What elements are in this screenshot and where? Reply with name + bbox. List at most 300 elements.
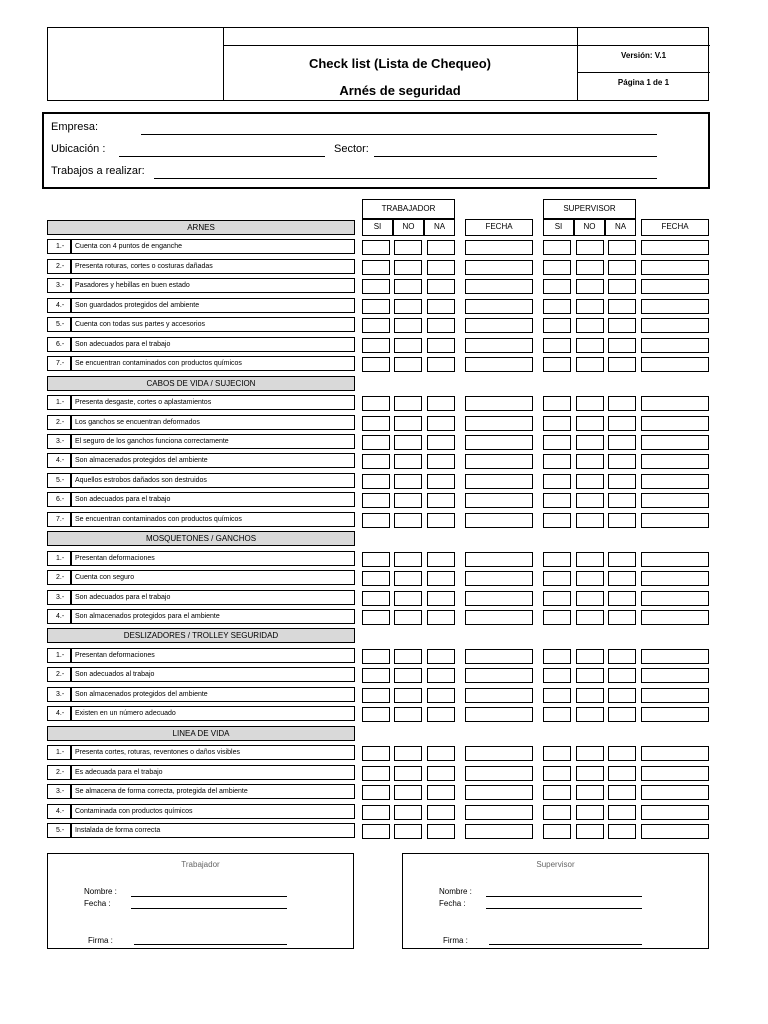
supervisor-no-box[interactable]	[576, 493, 604, 508]
supervisor-fecha-box[interactable]	[641, 766, 709, 781]
supervisor-fecha-box[interactable]	[641, 571, 709, 586]
supervisor-si-header: SI	[543, 219, 574, 236]
trabajador-no-box[interactable]	[394, 318, 422, 333]
item-description: Son almacenados protegidos del ambiente	[71, 687, 355, 702]
supervisor-fecha-box[interactable]	[641, 396, 709, 411]
supervisor-signature-box	[402, 853, 709, 949]
supervisor-fecha-field[interactable]	[486, 908, 642, 909]
item-number: 7.-	[47, 512, 71, 527]
supervisor-si-box[interactable]	[543, 571, 571, 586]
supervisor-no-box[interactable]	[576, 513, 604, 528]
item-description: Los ganchos se encuentran deformados	[71, 415, 355, 430]
trabajador-fecha-box[interactable]	[465, 707, 533, 722]
header-divider-right	[577, 28, 578, 100]
trabajador-no-box[interactable]	[394, 785, 422, 800]
supervisor-si-box[interactable]	[543, 396, 571, 411]
supervisor-no-box[interactable]	[576, 338, 604, 353]
item-description: Son adecuados para el trabajo	[71, 337, 355, 352]
trabajador-fecha-box[interactable]	[465, 357, 533, 372]
supervisor-no-box[interactable]	[576, 824, 604, 839]
trabajador-na-box[interactable]	[427, 746, 455, 761]
trabajador-no-box[interactable]	[394, 435, 422, 450]
section-header: LINEA DE VIDA	[47, 726, 355, 741]
trabajador-no-box[interactable]	[394, 668, 422, 683]
trabajador-no-box[interactable]	[394, 571, 422, 586]
supervisor-firma-field[interactable]	[489, 944, 642, 945]
trabajador-fecha-box[interactable]	[465, 474, 533, 489]
trabajador-si-box[interactable]	[362, 474, 390, 489]
trabajador-no-box[interactable]	[394, 396, 422, 411]
item-description: Se encuentran contaminados con productos químicos	[71, 512, 355, 527]
trabajador-no-box[interactable]	[394, 513, 422, 528]
document-title: Check list (Lista de Chequeo)	[308, 56, 492, 71]
item-description: Cuenta con seguro	[71, 570, 355, 585]
trabajador-na-box[interactable]	[427, 688, 455, 703]
supervisor-si-box[interactable]	[543, 649, 571, 664]
supervisor-fecha-box[interactable]	[641, 260, 709, 275]
document-subtitle: Arnés de seguridad	[339, 83, 461, 98]
supervisor-fecha-header: FECHA	[641, 219, 709, 236]
trabajador-na-box[interactable]	[427, 805, 455, 820]
supervisor-fecha-box[interactable]	[641, 240, 709, 255]
supervisor-fecha-box[interactable]	[641, 688, 709, 703]
trabajador-si-box[interactable]	[362, 591, 390, 606]
trabajador-fecha-box[interactable]	[465, 746, 533, 761]
supervisor-si-box[interactable]	[543, 299, 571, 314]
supervisor-na-box[interactable]	[608, 707, 636, 722]
supervisor-fecha-box[interactable]	[641, 416, 709, 431]
section-header: MOSQUETONES / GANCHOS	[47, 531, 355, 546]
info-box	[42, 112, 710, 189]
supervisor-na-box[interactable]	[608, 396, 636, 411]
trabajador-si-box[interactable]	[362, 240, 390, 255]
item-number: 4.-	[47, 298, 71, 313]
trabajador-si-box[interactable]	[362, 357, 390, 372]
supervisor-no-box[interactable]	[576, 746, 604, 761]
supervisor-si-box[interactable]	[543, 454, 571, 469]
trabajador-fecha-box[interactable]	[465, 610, 533, 625]
document-header	[47, 27, 709, 101]
trabajador-no-box[interactable]	[394, 766, 422, 781]
item-number: 2.-	[47, 667, 71, 682]
trabajador-fecha-box[interactable]	[465, 649, 533, 664]
trabajador-si-box[interactable]	[362, 746, 390, 761]
supervisor-na-box[interactable]	[608, 279, 636, 294]
trabajador-na-box[interactable]	[427, 279, 455, 294]
trabajador-fecha-box[interactable]	[465, 299, 533, 314]
trabajador-fecha-box[interactable]	[465, 571, 533, 586]
sector-label: Sector:	[334, 143, 369, 155]
supervisor-no-box[interactable]	[576, 766, 604, 781]
trabajador-no-box[interactable]	[394, 649, 422, 664]
trabajador-fecha-box[interactable]	[465, 552, 533, 567]
trabajador-firma-field[interactable]	[134, 944, 287, 945]
trabajador-fecha-box[interactable]	[465, 766, 533, 781]
trabajador-fecha-box[interactable]	[465, 591, 533, 606]
trabajador-si-box[interactable]	[362, 396, 390, 411]
trabajador-na-box[interactable]	[427, 338, 455, 353]
supervisor-na-box[interactable]	[608, 552, 636, 567]
supervisor-na-box[interactable]	[608, 610, 636, 625]
trabajador-na-box[interactable]	[427, 824, 455, 839]
supervisor-no-box[interactable]	[576, 805, 604, 820]
supervisor-na-box[interactable]	[608, 357, 636, 372]
item-description: Pasadores y hebillas en buen estado	[71, 278, 355, 293]
item-number: 7.-	[47, 356, 71, 371]
trabajador-na-box[interactable]	[427, 396, 455, 411]
trabajador-fecha-box[interactable]	[465, 240, 533, 255]
supervisor-na-box[interactable]	[608, 591, 636, 606]
supervisor-si-box[interactable]	[543, 591, 571, 606]
item-description: Presentan deformaciones	[71, 551, 355, 566]
trabajador-na-box[interactable]	[427, 299, 455, 314]
trabajador-no-box[interactable]	[394, 552, 422, 567]
trabajador-fecha-box[interactable]	[465, 688, 533, 703]
supervisor-no-box[interactable]	[576, 279, 604, 294]
trabajos-field[interactable]	[154, 178, 657, 179]
trabajador-na-box[interactable]	[427, 591, 455, 606]
item-description: Cuenta con todas sus partes y accesorios	[71, 317, 355, 332]
trabajador-nombre-field[interactable]	[131, 896, 287, 897]
trabajador-fecha-box[interactable]	[465, 513, 533, 528]
item-description: Se almacena de forma correcta, protegida del ambiente	[71, 784, 355, 799]
trabajador-si-box[interactable]	[362, 610, 390, 625]
trabajador-no-box[interactable]	[394, 260, 422, 275]
trabajador-no-box[interactable]	[394, 824, 422, 839]
supervisor-no-box[interactable]	[576, 416, 604, 431]
supervisor-na-header: NA	[605, 219, 636, 236]
supervisor-firma-label: Firma :	[443, 936, 468, 945]
trabajador-na-box[interactable]	[427, 649, 455, 664]
trabajador-fecha-box[interactable]	[465, 318, 533, 333]
item-number: 1.-	[47, 648, 71, 663]
supervisor-fecha-box[interactable]	[641, 513, 709, 528]
trabajador-no-header: NO	[393, 219, 424, 236]
item-number: 2.-	[47, 415, 71, 430]
item-description: Presenta cortes, roturas, reventones o daños visibles	[71, 745, 355, 760]
trabajador-si-box[interactable]	[362, 260, 390, 275]
supervisor-na-box[interactable]	[608, 766, 636, 781]
supervisor-na-box[interactable]	[608, 260, 636, 275]
trabajador-si-box[interactable]	[362, 707, 390, 722]
supervisor-no-box[interactable]	[576, 571, 604, 586]
trabajador-signature-title: Trabajador	[181, 860, 220, 869]
trabajador-si-box[interactable]	[362, 785, 390, 800]
trabajador-fecha-box[interactable]	[465, 785, 533, 800]
supervisor-no-box[interactable]	[576, 668, 604, 683]
item-number: 3.-	[47, 784, 71, 799]
trabajador-fecha-header: FECHA	[465, 219, 533, 236]
supervisor-na-box[interactable]	[608, 805, 636, 820]
supervisor-fecha-box[interactable]	[641, 746, 709, 761]
trabajador-fecha-box[interactable]	[465, 396, 533, 411]
supervisor-no-box[interactable]	[576, 649, 604, 664]
supervisor-fecha-box[interactable]	[641, 454, 709, 469]
trabajador-si-header: SI	[362, 219, 393, 236]
supervisor-si-box[interactable]	[543, 240, 571, 255]
item-number: 1.-	[47, 745, 71, 760]
trabajos-label: Trabajos a realizar:	[51, 165, 145, 177]
item-description: Contaminada con productos químicos	[71, 804, 355, 819]
item-description: Se encuentran contaminados con productos químicos	[71, 356, 355, 371]
trabajador-fecha-box[interactable]	[465, 338, 533, 353]
trabajador-si-box[interactable]	[362, 805, 390, 820]
trabajador-na-box[interactable]	[427, 610, 455, 625]
trabajador-fecha-box[interactable]	[465, 493, 533, 508]
trabajador-firma-label: Firma :	[88, 936, 113, 945]
trabajador-si-box[interactable]	[362, 493, 390, 508]
supervisor-na-box[interactable]	[608, 824, 636, 839]
supervisor-fecha-box[interactable]	[641, 552, 709, 567]
supervisor-si-box[interactable]	[543, 610, 571, 625]
trabajador-no-box[interactable]	[394, 707, 422, 722]
trabajador-fecha-box[interactable]	[465, 668, 533, 683]
supervisor-si-box[interactable]	[543, 785, 571, 800]
supervisor-na-box[interactable]	[608, 668, 636, 683]
trabajador-na-box[interactable]	[427, 571, 455, 586]
item-number: 3.-	[47, 687, 71, 702]
item-description: Son almacenados protegidos para el ambiente	[71, 609, 355, 624]
item-description: Cuenta con 4 puntos de enganche	[71, 239, 355, 254]
trabajador-signature-box	[47, 853, 354, 949]
supervisor-fecha-box[interactable]	[641, 805, 709, 820]
trabajador-na-box[interactable]	[427, 454, 455, 469]
supervisor-si-box[interactable]	[543, 688, 571, 703]
supervisor-si-box[interactable]	[543, 260, 571, 275]
trabajador-no-box[interactable]	[394, 454, 422, 469]
trabajador-si-box[interactable]	[362, 552, 390, 567]
supervisor-no-box[interactable]	[576, 318, 604, 333]
trabajador-no-box[interactable]	[394, 610, 422, 625]
trabajador-fecha-box[interactable]	[465, 805, 533, 820]
trabajador-na-box[interactable]	[427, 260, 455, 275]
supervisor-fecha-box[interactable]	[641, 493, 709, 508]
trabajador-si-box[interactable]	[362, 571, 390, 586]
supervisor-fecha-box[interactable]	[641, 299, 709, 314]
item-description: Son guardados protegidos del ambiente	[71, 298, 355, 313]
supervisor-si-box[interactable]	[543, 338, 571, 353]
supervisor-na-box[interactable]	[608, 649, 636, 664]
trabajador-no-box[interactable]	[394, 688, 422, 703]
supervisor-si-box[interactable]	[543, 279, 571, 294]
ubicacion-field[interactable]	[119, 156, 325, 157]
supervisor-na-box[interactable]	[608, 746, 636, 761]
trabajador-no-box[interactable]	[394, 357, 422, 372]
supervisor-na-box[interactable]	[608, 416, 636, 431]
supervisor-fecha-box[interactable]	[641, 649, 709, 664]
trabajador-na-box[interactable]	[427, 668, 455, 683]
supervisor-si-box[interactable]	[543, 805, 571, 820]
trabajador-fecha-box[interactable]	[465, 454, 533, 469]
trabajador-si-box[interactable]	[362, 435, 390, 450]
supervisor-no-box[interactable]	[576, 785, 604, 800]
supervisor-fecha-box[interactable]	[641, 610, 709, 625]
supervisor-no-box[interactable]	[576, 396, 604, 411]
trabajador-no-box[interactable]	[394, 746, 422, 761]
trabajador-si-box[interactable]	[362, 766, 390, 781]
supervisor-si-box[interactable]	[543, 513, 571, 528]
empresa-label: Empresa:	[51, 121, 99, 133]
trabajador-no-box[interactable]	[394, 338, 422, 353]
trabajador-na-box[interactable]	[427, 357, 455, 372]
supervisor-si-box[interactable]	[543, 668, 571, 683]
supervisor-na-box[interactable]	[608, 688, 636, 703]
supervisor-no-box[interactable]	[576, 260, 604, 275]
supervisor-na-box[interactable]	[608, 454, 636, 469]
supervisor-no-box[interactable]	[576, 240, 604, 255]
supervisor-no-box[interactable]	[576, 591, 604, 606]
supervisor-si-box[interactable]	[543, 552, 571, 567]
trabajador-no-box[interactable]	[394, 416, 422, 431]
trabajador-fecha-box[interactable]	[465, 416, 533, 431]
supervisor-no-box[interactable]	[576, 454, 604, 469]
item-number: 4.-	[47, 706, 71, 721]
supervisor-header: SUPERVISOR	[543, 199, 636, 219]
trabajador-no-box[interactable]	[394, 299, 422, 314]
trabajador-no-box[interactable]	[394, 240, 422, 255]
item-description: El seguro de los ganchos funciona correctamente	[71, 434, 355, 449]
supervisor-fecha-box[interactable]	[641, 785, 709, 800]
item-number: 3.-	[47, 434, 71, 449]
supervisor-no-box[interactable]	[576, 610, 604, 625]
supervisor-si-box[interactable]	[543, 318, 571, 333]
trabajador-na-box[interactable]	[427, 474, 455, 489]
item-description: Son adecuados al trabajo	[71, 667, 355, 682]
item-description: Instalada de forma correcta	[71, 823, 355, 838]
sector-field[interactable]	[374, 156, 657, 157]
supervisor-fecha-label: Fecha :	[439, 899, 466, 908]
item-number: 3.-	[47, 278, 71, 293]
supervisor-na-box[interactable]	[608, 318, 636, 333]
item-number: 1.-	[47, 395, 71, 410]
trabajador-na-box[interactable]	[427, 416, 455, 431]
supervisor-si-box[interactable]	[543, 707, 571, 722]
supervisor-na-box[interactable]	[608, 513, 636, 528]
supervisor-fecha-box[interactable]	[641, 591, 709, 606]
supervisor-fecha-box[interactable]	[641, 318, 709, 333]
supervisor-fecha-box[interactable]	[641, 435, 709, 450]
trabajador-si-box[interactable]	[362, 649, 390, 664]
supervisor-nombre-label: Nombre :	[439, 887, 472, 896]
item-number: 4.-	[47, 609, 71, 624]
trabajador-na-box[interactable]	[427, 707, 455, 722]
trabajador-na-box[interactable]	[427, 552, 455, 567]
supervisor-na-box[interactable]	[608, 435, 636, 450]
supervisor-na-box[interactable]	[608, 571, 636, 586]
trabajador-fecha-box[interactable]	[465, 260, 533, 275]
item-number: 2.-	[47, 765, 71, 780]
trabajador-si-box[interactable]	[362, 338, 390, 353]
supervisor-na-box[interactable]	[608, 299, 636, 314]
item-description: Existen en un número adecuado	[71, 706, 355, 721]
trabajador-fecha-box[interactable]	[465, 279, 533, 294]
item-number: 6.-	[47, 337, 71, 352]
item-description: Presenta desgaste, cortes o aplastamientos	[71, 395, 355, 410]
supervisor-si-box[interactable]	[543, 824, 571, 839]
supervisor-no-box[interactable]	[576, 357, 604, 372]
trabajador-si-box[interactable]	[362, 416, 390, 431]
trabajador-na-box[interactable]	[427, 513, 455, 528]
supervisor-fecha-box[interactable]	[641, 474, 709, 489]
supervisor-na-box[interactable]	[608, 240, 636, 255]
trabajador-si-box[interactable]	[362, 299, 390, 314]
trabajador-si-box[interactable]	[362, 513, 390, 528]
trabajador-na-box[interactable]	[427, 785, 455, 800]
supervisor-no-box[interactable]	[576, 688, 604, 703]
trabajador-fecha-box[interactable]	[465, 824, 533, 839]
trabajador-fecha-field[interactable]	[131, 908, 287, 909]
item-description: Son adecuados para el trabajo	[71, 492, 355, 507]
empresa-field[interactable]	[141, 134, 657, 135]
trabajador-no-box[interactable]	[394, 474, 422, 489]
supervisor-no-box[interactable]	[576, 435, 604, 450]
supervisor-si-box[interactable]	[543, 435, 571, 450]
supervisor-si-box[interactable]	[543, 416, 571, 431]
supervisor-fecha-box[interactable]	[641, 338, 709, 353]
item-number: 4.-	[47, 804, 71, 819]
trabajador-na-box[interactable]	[427, 240, 455, 255]
trabajador-na-header: NA	[424, 219, 455, 236]
supervisor-na-box[interactable]	[608, 474, 636, 489]
trabajador-nombre-label: Nombre :	[84, 887, 117, 896]
trabajador-na-box[interactable]	[427, 435, 455, 450]
item-number: 3.-	[47, 590, 71, 605]
trabajador-na-box[interactable]	[427, 318, 455, 333]
supervisor-no-box[interactable]	[576, 474, 604, 489]
trabajador-si-box[interactable]	[362, 668, 390, 683]
supervisor-fecha-box[interactable]	[641, 279, 709, 294]
supervisor-no-header: NO	[574, 219, 605, 236]
trabajador-no-box[interactable]	[394, 279, 422, 294]
supervisor-fecha-box[interactable]	[641, 707, 709, 722]
supervisor-si-box[interactable]	[543, 493, 571, 508]
trabajador-si-box[interactable]	[362, 688, 390, 703]
trabajador-no-box[interactable]	[394, 591, 422, 606]
supervisor-fecha-box[interactable]	[641, 824, 709, 839]
item-number: 5.-	[47, 317, 71, 332]
item-number: 6.-	[47, 492, 71, 507]
supervisor-na-box[interactable]	[608, 493, 636, 508]
supervisor-si-box[interactable]	[543, 746, 571, 761]
trabajador-no-box[interactable]	[394, 493, 422, 508]
trabajador-na-box[interactable]	[427, 493, 455, 508]
supervisor-si-box[interactable]	[543, 766, 571, 781]
supervisor-signature-title: Supervisor	[536, 860, 575, 869]
trabajador-na-box[interactable]	[427, 766, 455, 781]
supervisor-nombre-field[interactable]	[486, 896, 642, 897]
supervisor-na-box[interactable]	[608, 338, 636, 353]
trabajador-si-box[interactable]	[362, 318, 390, 333]
supervisor-na-box[interactable]	[608, 785, 636, 800]
supervisor-no-box[interactable]	[576, 707, 604, 722]
item-description: Son almacenados protegidos del ambiente	[71, 453, 355, 468]
trabajador-si-box[interactable]	[362, 454, 390, 469]
trabajador-si-box[interactable]	[362, 279, 390, 294]
section-header: CABOS DE VIDA / SUJECION	[47, 376, 355, 391]
supervisor-no-box[interactable]	[576, 552, 604, 567]
item-description: Es adecuada para el trabajo	[71, 765, 355, 780]
trabajador-no-box[interactable]	[394, 805, 422, 820]
supervisor-fecha-box[interactable]	[641, 357, 709, 372]
trabajador-fecha-box[interactable]	[465, 435, 533, 450]
trabajador-si-box[interactable]	[362, 824, 390, 839]
supervisor-si-box[interactable]	[543, 474, 571, 489]
supervisor-no-box[interactable]	[576, 299, 604, 314]
trabajador-header: TRABAJADOR	[362, 199, 455, 219]
supervisor-fecha-box[interactable]	[641, 668, 709, 683]
trabajador-fecha-label: Fecha :	[84, 899, 111, 908]
supervisor-si-box[interactable]	[543, 357, 571, 372]
